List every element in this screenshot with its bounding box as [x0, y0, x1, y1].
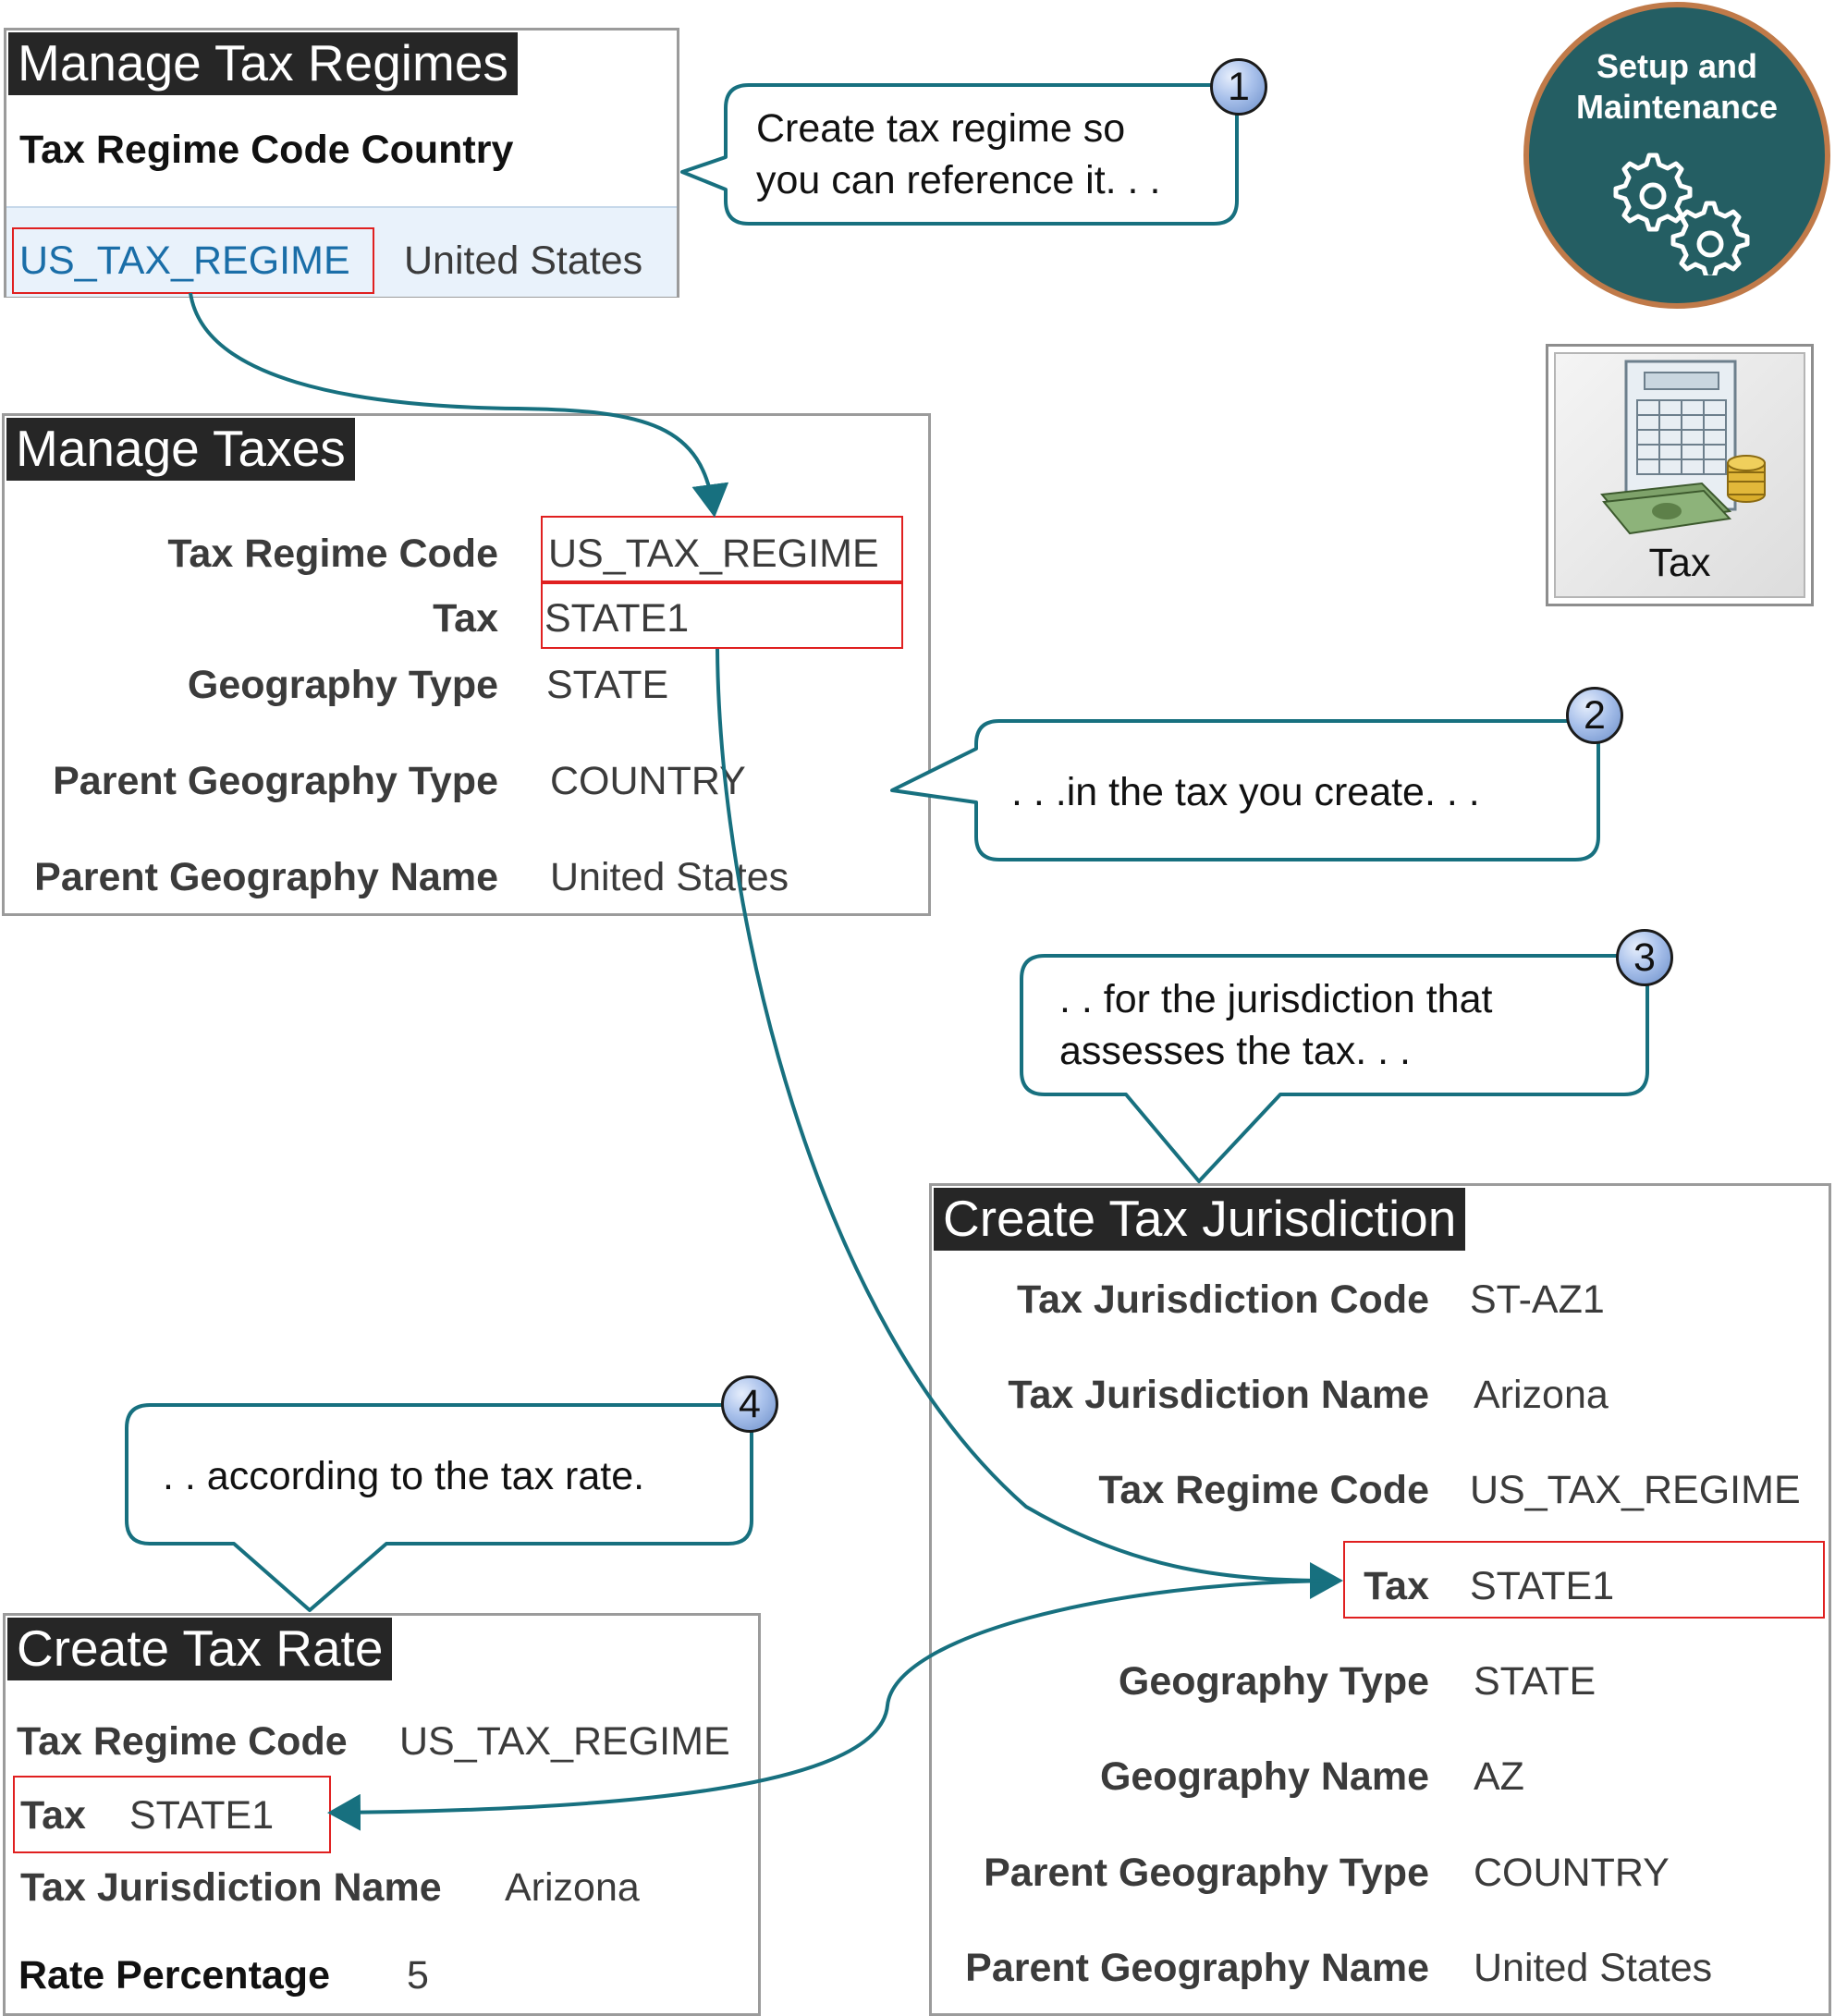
- field-label: Tax Regime Code: [1098, 1468, 1429, 1512]
- field-value: COUNTRY: [550, 759, 746, 803]
- field-label: Tax: [433, 596, 498, 641]
- table-header: Tax Regime Code Country: [19, 128, 514, 172]
- panel-title: Manage Taxes: [6, 418, 355, 481]
- connector-arrow-jurisdiction-to-rate: [335, 1581, 1336, 1813]
- callout-line: you can reference it. . .: [756, 157, 1161, 202]
- step-badge-4: 4: [721, 1375, 778, 1433]
- field-label: Parent Geography Name: [34, 855, 498, 899]
- field-value: US_TAX_REGIME: [548, 531, 879, 576]
- step-badge-1: 1: [1210, 58, 1267, 116]
- field-value: Arizona: [505, 1865, 640, 1910]
- field-label: Tax Jurisdiction Code: [1017, 1277, 1429, 1322]
- field-value: ST-AZ1: [1470, 1277, 1605, 1322]
- field-label: Parent Geography Name: [965, 1946, 1429, 1990]
- field-value: STATE1: [1470, 1564, 1615, 1608]
- invoice-money-icon: [1591, 356, 1776, 541]
- panel-title: Manage Tax Regimes: [8, 32, 518, 95]
- field-label: Geography Name: [1099, 1754, 1429, 1799]
- callout-text-3: [1059, 974, 1492, 1078]
- connector-arrow-regime-to-tax: [190, 293, 714, 510]
- field-value: United States: [1474, 1946, 1713, 1990]
- field-value: US_TAX_REGIME: [399, 1719, 730, 1764]
- setup-title-line: Setup and: [1596, 47, 1757, 85]
- field-label: Tax: [1364, 1564, 1429, 1608]
- step-badge-2: 2: [1566, 687, 1623, 744]
- callout-line: . . for the jurisdiction that: [1059, 977, 1493, 1021]
- field-label: Parent Geography Type: [984, 1851, 1429, 1895]
- country-cell: United States: [404, 238, 643, 283]
- field-value: STATE: [546, 663, 669, 707]
- field-label: Tax Jurisdiction Name: [1008, 1373, 1429, 1417]
- callout-text-2: . . .in the tax you create. . .: [1011, 770, 1480, 814]
- setup-title-line: Maintenance: [1575, 88, 1779, 126]
- callout-line: assesses the tax. . .: [1059, 1028, 1412, 1073]
- panel-title: Create Tax Rate: [7, 1618, 392, 1680]
- callout-text-4: . . according to the tax rate.: [163, 1454, 645, 1498]
- field-value: AZ: [1474, 1754, 1524, 1799]
- field-label: Geography Type: [187, 663, 498, 707]
- field-value: United States: [550, 855, 789, 899]
- field-value: 5: [407, 1953, 429, 1998]
- field-label: Geography Type: [1118, 1659, 1429, 1704]
- setup-and-maintenance-tile[interactable]: [1523, 2, 1830, 309]
- tax-tile[interactable]: [1546, 344, 1814, 606]
- panel-title: Create Tax Jurisdiction: [934, 1188, 1465, 1251]
- step-badge-3: 3: [1616, 929, 1673, 986]
- callout-bubble-4: [127, 1405, 752, 1610]
- callout-text-1: [756, 104, 1160, 207]
- field-value: COUNTRY: [1474, 1851, 1670, 1895]
- field-label: Tax Jurisdiction Name: [20, 1865, 442, 1910]
- field-label: Rate Percentage: [18, 1953, 330, 1998]
- field-value: STATE1: [129, 1793, 275, 1838]
- field-value: STATE: [1474, 1659, 1596, 1704]
- field-value: STATE1: [544, 596, 690, 641]
- gears-icon: [1609, 146, 1756, 275]
- setup-title: [1529, 46, 1825, 128]
- field-label: Tax Regime Code: [17, 1719, 348, 1764]
- field-label: Tax Regime Code: [167, 531, 498, 576]
- tax-tile-label: Tax: [1648, 541, 1711, 585]
- field-label: Parent Geography Type: [53, 759, 498, 803]
- field-value: US_TAX_REGIME: [1470, 1468, 1801, 1512]
- field-label: Tax: [20, 1793, 86, 1838]
- field-value: Arizona: [1474, 1373, 1609, 1417]
- callout-line: Create tax regime so: [756, 106, 1126, 151]
- tax-regime-code-link[interactable]: US_TAX_REGIME: [19, 238, 350, 283]
